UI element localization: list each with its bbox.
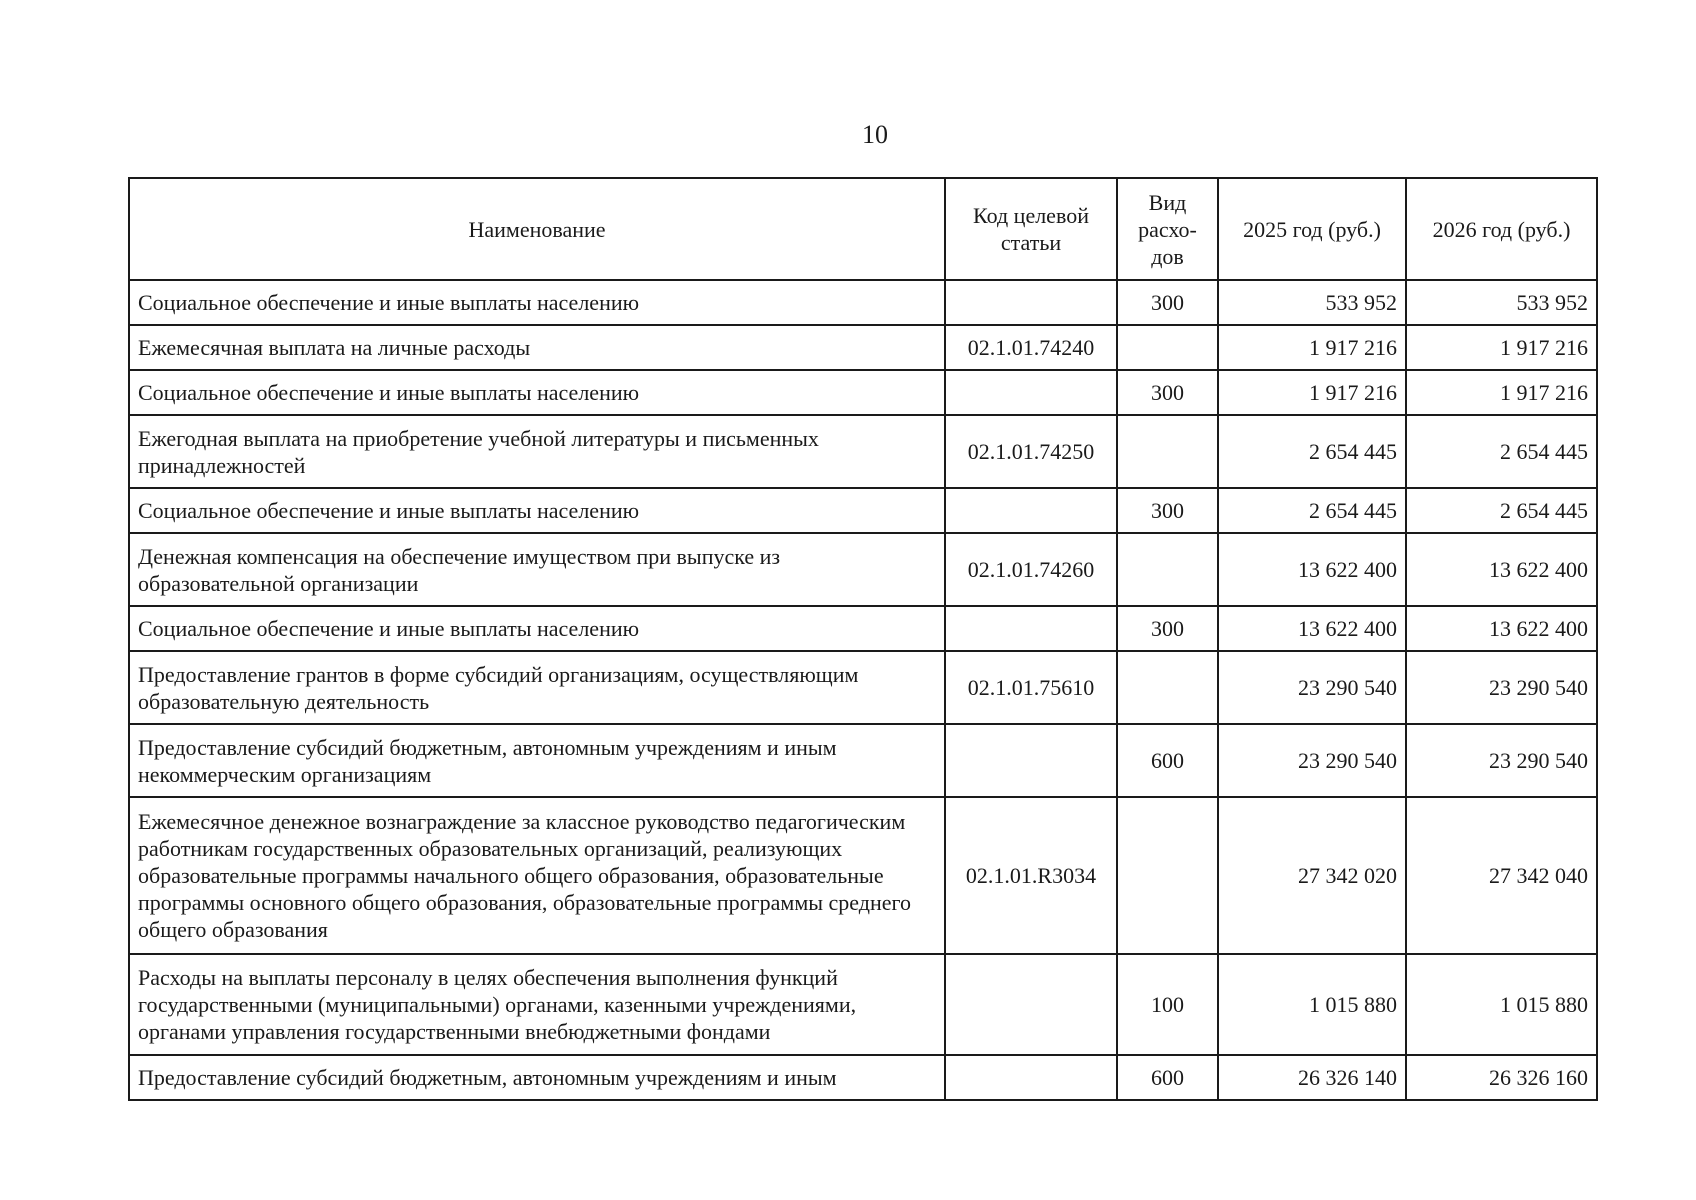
budget-table xyxy=(128,177,1598,1101)
cell-code: 02.1.01.75610 xyxy=(945,651,1117,724)
table-header-row xyxy=(129,178,1597,280)
cell-2025: 1 015 880 xyxy=(1218,954,1406,1055)
cell-2025: 2 654 445 xyxy=(1218,488,1406,533)
cell-code xyxy=(945,280,1117,325)
cell-2026: 2 654 445 xyxy=(1406,415,1597,488)
cell-name: Ежемесячная выплата на личные расходы xyxy=(129,325,945,370)
cell-code: 02.1.01.R3034 xyxy=(945,797,1117,954)
cell-2026: 13 622 400 xyxy=(1406,533,1597,606)
cell-type: 100 xyxy=(1117,954,1218,1055)
cell-name: Ежегодная выплата на приобретение учебной литературы и письменных принадлежностей xyxy=(129,415,945,488)
cell-name: Предоставление грантов в форме субсидий организациям, осуществляющим образовательную деятельность xyxy=(129,651,945,724)
cell-2025: 1 917 216 xyxy=(1218,325,1406,370)
cell-type: 300 xyxy=(1117,280,1218,325)
cell-code xyxy=(945,606,1117,651)
header-2026: 2026 год (руб.) xyxy=(1406,178,1597,280)
cell-code: 02.1.01.74260 xyxy=(945,533,1117,606)
cell-name: Социальное обеспечение и иные выплаты населению xyxy=(129,606,945,651)
table-row xyxy=(129,325,1597,370)
table-row xyxy=(129,954,1597,1055)
cell-type: 600 xyxy=(1117,1055,1218,1100)
header-type: Вид расхо-дов xyxy=(1117,178,1218,280)
cell-name: Ежемесячное денежное вознаграждение за классное руководство педагогическим работникам государственных образовательных организаций, реализующих образовательные программы начального общего образования, образовательные программы основного общего образования, образовательные программы среднего общего образования xyxy=(129,797,945,954)
cell-2025: 26 326 140 xyxy=(1218,1055,1406,1100)
cell-code xyxy=(945,488,1117,533)
cell-2026: 533 952 xyxy=(1406,280,1597,325)
cell-2026: 1 015 880 xyxy=(1406,954,1597,1055)
table-row xyxy=(129,724,1597,797)
cell-name: Расходы на выплаты персоналу в целях обеспечения выполнения функций государственными (муниципальными) органами, казенными учреждениями, органами управления государственными внебюджетными фондами xyxy=(129,954,945,1055)
header-code: Код целевой статьи xyxy=(945,178,1117,280)
table-row xyxy=(129,415,1597,488)
cell-type xyxy=(1117,415,1218,488)
cell-2026: 13 622 400 xyxy=(1406,606,1597,651)
cell-2025: 1 917 216 xyxy=(1218,370,1406,415)
table-row xyxy=(129,280,1597,325)
cell-2025: 2 654 445 xyxy=(1218,415,1406,488)
cell-code xyxy=(945,1055,1117,1100)
table-row xyxy=(129,797,1597,954)
cell-name: Социальное обеспечение и иные выплаты населению xyxy=(129,280,945,325)
table-row xyxy=(129,533,1597,606)
cell-type xyxy=(1117,325,1218,370)
cell-2025: 23 290 540 xyxy=(1218,651,1406,724)
cell-2025: 13 622 400 xyxy=(1218,606,1406,651)
cell-name: Предоставление субсидий бюджетным, автономным учреждениям и иным xyxy=(129,1055,945,1100)
table-row xyxy=(129,1055,1597,1100)
cell-code: 02.1.01.74240 xyxy=(945,325,1117,370)
cell-type: 600 xyxy=(1117,724,1218,797)
table-row xyxy=(129,651,1597,724)
cell-2026: 23 290 540 xyxy=(1406,724,1597,797)
header-2025: 2025 год (руб.) xyxy=(1218,178,1406,280)
table-row xyxy=(129,606,1597,651)
cell-type: 300 xyxy=(1117,370,1218,415)
cell-name: Предоставление субсидий бюджетным, автономным учреждениям и иным некоммерческим организациям xyxy=(129,724,945,797)
cell-2026: 1 917 216 xyxy=(1406,325,1597,370)
cell-2025: 13 622 400 xyxy=(1218,533,1406,606)
cell-name: Социальное обеспечение и иные выплаты населению xyxy=(129,488,945,533)
cell-type xyxy=(1117,797,1218,954)
cell-name: Социальное обеспечение и иные выплаты населению xyxy=(129,370,945,415)
page-number: 10 xyxy=(862,120,888,149)
cell-type xyxy=(1117,533,1218,606)
cell-2025: 23 290 540 xyxy=(1218,724,1406,797)
cell-2026: 2 654 445 xyxy=(1406,488,1597,533)
cell-2026: 1 917 216 xyxy=(1406,370,1597,415)
cell-name: Денежная компенсация на обеспечение имуществом при выпуске из образовательной организации xyxy=(129,533,945,606)
cell-2026: 23 290 540 xyxy=(1406,651,1597,724)
cell-2025: 27 342 020 xyxy=(1218,797,1406,954)
cell-code xyxy=(945,954,1117,1055)
cell-code xyxy=(945,724,1117,797)
header-name: Наименование xyxy=(129,178,945,280)
table-row xyxy=(129,370,1597,415)
cell-2026: 27 342 040 xyxy=(1406,797,1597,954)
cell-code xyxy=(945,370,1117,415)
cell-code: 02.1.01.74250 xyxy=(945,415,1117,488)
cell-2025: 533 952 xyxy=(1218,280,1406,325)
cell-type: 300 xyxy=(1117,606,1218,651)
table-row xyxy=(129,488,1597,533)
cell-type xyxy=(1117,651,1218,724)
cell-2026: 26 326 160 xyxy=(1406,1055,1597,1100)
cell-type: 300 xyxy=(1117,488,1218,533)
